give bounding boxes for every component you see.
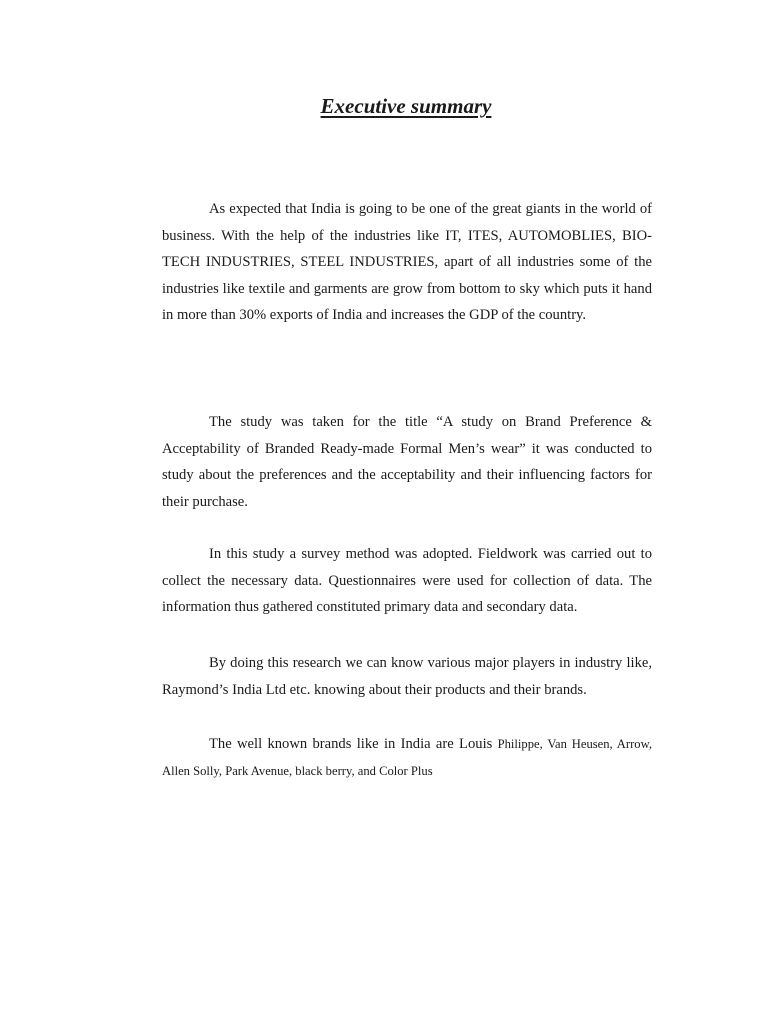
- page-title: Executive summary: [320, 94, 492, 118]
- paragraph-industry-overview: As expected that India is going to be one of the great giants in the world of business. With the help of the industries like IT, ITES, AUTOMOBLIES, BIO-TECH INDUSTRIES, STEEL INDUSTRIES, apart of all industries some of the industries like textile and garments are grow from bottom to sky which puts it hand in more than 30% exports of India and increases the GDP of the country.: [162, 201, 652, 324]
- paragraph-study-title: The study was taken for the title “A study on Brand Preference & Acceptability of Branded Ready-made Formal Men’s wear” it was conducted to study about the preferences and the acceptability and their influencing factors for their purchase.: [162, 414, 652, 510]
- brands-lead-text: The well known brands like in India are Louis: [209, 736, 498, 752]
- paragraph-major-players: By doing this research we can know various major players in industry like, Raymond’s India Ltd etc. knowing about their products and their brands.: [162, 655, 652, 698]
- paragraph-brands: [162, 731, 652, 784]
- paragraph-survey-method: In this study a survey method was adopted. Fieldwork was carried out to collect the necessary data. Questionnaires were used for collection of data. The information thus gathered constituted primary data and secondary data.: [162, 546, 652, 616]
- brands-list-text: Philippe, Van Heusen, Arrow, Allen Solly, Park Avenue, black berry, and Color Plus: [162, 737, 653, 778]
